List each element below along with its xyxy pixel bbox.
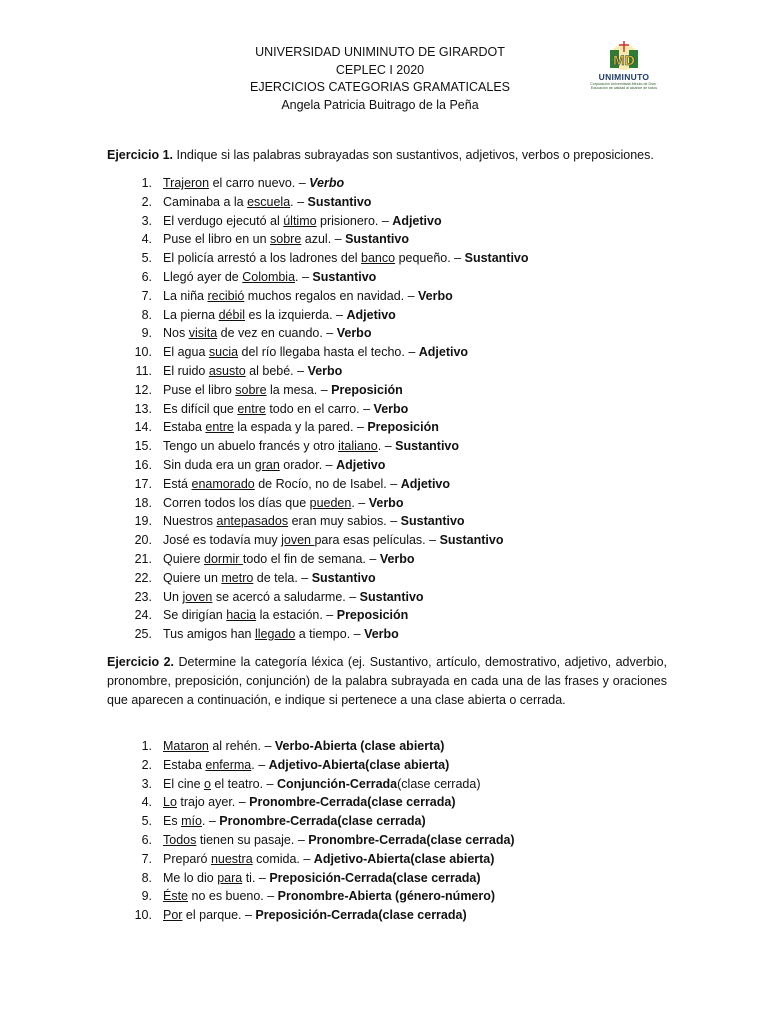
item-gap xyxy=(152,212,163,231)
item-text-before: Puse el libro en un xyxy=(163,232,271,247)
item-text xyxy=(163,343,468,362)
item-text-before: Preparó xyxy=(163,851,211,866)
item-number: 13. xyxy=(134,401,152,416)
item-number: 15. xyxy=(134,439,152,454)
item-answer: Preposición-Cerrada(clase cerrada) xyxy=(255,908,467,923)
item-gap xyxy=(152,475,163,494)
item-number: 1. xyxy=(141,739,152,753)
underlined-word: italiano xyxy=(338,439,378,454)
item-text xyxy=(163,606,408,625)
item-text-before: La niña xyxy=(163,288,208,303)
item-text-before: Se dirigían xyxy=(163,608,227,623)
item-answer: Verbo xyxy=(336,326,372,341)
list-item xyxy=(107,362,667,381)
list-item xyxy=(107,418,667,437)
item-number: 16. xyxy=(134,457,152,472)
item-gap xyxy=(152,775,163,794)
item-text-before: El policía arrestó a los ladrones del xyxy=(163,251,362,266)
list-item xyxy=(107,306,667,325)
item-text xyxy=(163,268,376,287)
item-text-after: al rehén. – xyxy=(208,739,275,753)
item-gap xyxy=(152,193,163,212)
list-item xyxy=(107,249,667,268)
item-number: 10. xyxy=(134,908,152,923)
item-number: 9. xyxy=(141,889,152,904)
item-gap xyxy=(152,737,163,756)
item-text xyxy=(163,381,403,400)
item-text-before: El ruido xyxy=(163,363,209,378)
item-gap xyxy=(152,456,163,475)
item-text xyxy=(163,588,424,607)
item-text xyxy=(163,400,408,419)
list-item xyxy=(107,887,667,906)
item-number: 6. xyxy=(141,832,152,847)
item-text-before: Me lo dio xyxy=(163,870,218,885)
item-text-after: la espada y la pared. – xyxy=(233,420,368,435)
item-text xyxy=(163,174,344,193)
underlined-word: Éste xyxy=(163,889,189,904)
item-text xyxy=(163,887,495,906)
item-text-after: se acercó a saludarme. – xyxy=(212,589,360,604)
item-text xyxy=(163,437,459,456)
item-text-before: Quiere un xyxy=(163,570,222,585)
item-gap xyxy=(152,831,163,850)
item-answer: Verbo xyxy=(418,288,453,303)
item-text-before: Sin duda era un xyxy=(163,457,255,472)
underlined-word: nuestra xyxy=(210,851,253,866)
underlined-word: escuela xyxy=(247,194,291,209)
item-answer: Verbo xyxy=(364,627,399,642)
underlined-word: entre xyxy=(237,401,266,416)
item-text-before: Es difícil que xyxy=(163,401,238,416)
item-gap xyxy=(152,588,163,607)
item-gap xyxy=(152,793,163,812)
item-text-after: todo el fin de semana. – xyxy=(242,551,380,566)
item-answer: Sustantivo xyxy=(359,589,424,604)
item-text xyxy=(163,531,503,550)
list-item xyxy=(107,437,667,456)
item-number: 11. xyxy=(135,363,152,378)
item-gap xyxy=(152,343,163,362)
exercise2-list xyxy=(107,737,667,925)
course-name: CEPLEC I 2020 xyxy=(335,62,425,77)
list-item xyxy=(107,831,667,850)
item-answer: Verbo xyxy=(307,363,343,378)
item-text-before: Un xyxy=(163,589,183,604)
item-answer: Pronombre-Cerrada(clase cerrada) xyxy=(219,814,426,829)
item-text-before: El agua xyxy=(163,345,209,360)
item-answer-extra: (clase cerrada) xyxy=(397,776,481,791)
exercise2-heading xyxy=(107,653,667,709)
item-text-after: ti. – xyxy=(242,870,270,885)
item-gap xyxy=(152,306,163,325)
underlined-word: entre xyxy=(205,420,234,435)
exercise2-instruction: Determine la categoría léxica (ej. Sustantivo, artículo, demostrativo, adjetivo, adverbio, pronombre, preposición, conjunción) de la palabra subrayada en cada una de las frases y oraciones que aparecen a continuación, e indique si pertenece a una clase abierta o cerrada. xyxy=(107,655,668,707)
item-text xyxy=(163,249,529,268)
item-number: 14. xyxy=(134,420,152,435)
list-item xyxy=(107,400,667,419)
item-text-after: el carro nuevo. – xyxy=(209,176,310,190)
item-gap xyxy=(152,812,163,831)
item-text-after: comida. – xyxy=(252,851,314,866)
item-text xyxy=(163,287,453,306)
item-answer: Verbo xyxy=(379,551,415,566)
item-text xyxy=(163,193,371,212)
item-answer: Adjetivo xyxy=(336,457,386,472)
item-text-before: Llegó ayer de xyxy=(163,269,243,284)
item-number: 8. xyxy=(141,870,152,885)
underlined-word: Trajeron xyxy=(163,176,210,190)
item-answer: Sustantivo xyxy=(464,251,529,266)
underlined-word: sobre xyxy=(235,382,267,397)
item-text-before: Está xyxy=(163,476,192,491)
item-answer: Adjetivo xyxy=(400,476,450,491)
item-number: 2. xyxy=(141,194,152,209)
item-gap xyxy=(152,550,163,569)
item-text-before: Tengo un abuelo francés y otro xyxy=(163,439,339,454)
item-text-before: El verdugo ejecutó al xyxy=(163,213,284,228)
item-text xyxy=(163,475,450,494)
underlined-word: Mataron xyxy=(163,739,209,753)
item-gap xyxy=(152,400,163,419)
item-gap xyxy=(152,906,163,925)
item-answer: Preposición xyxy=(336,608,409,623)
list-item xyxy=(107,475,667,494)
item-text xyxy=(163,418,439,437)
item-number: 23. xyxy=(134,589,152,604)
item-gap xyxy=(152,756,163,775)
underlined-word: sucia xyxy=(208,345,239,360)
list-item xyxy=(107,287,667,306)
underlined-word: recibió xyxy=(207,288,245,303)
item-gap xyxy=(152,230,163,249)
item-text-before: Tus amigos han xyxy=(163,627,255,642)
item-gap xyxy=(152,869,163,888)
underlined-word: Todos xyxy=(163,832,197,847)
uniminuto-logo xyxy=(588,40,660,100)
exercise1-label: Ejercicio 1. xyxy=(107,148,174,162)
logo-initials: MD xyxy=(613,52,635,68)
item-text-after: la estación. – xyxy=(256,608,337,623)
underlined-word: o xyxy=(204,776,211,791)
list-item xyxy=(107,606,667,625)
underlined-word: visita xyxy=(188,326,218,341)
item-text-after: el parque. – xyxy=(182,908,256,923)
item-text xyxy=(163,324,371,343)
item-number: 5. xyxy=(141,814,152,829)
item-gap xyxy=(152,512,163,531)
item-text xyxy=(163,775,481,794)
exercise1-list xyxy=(107,174,667,644)
list-item xyxy=(107,588,667,607)
item-answer: Adjetivo-Abierta(clase abierta) xyxy=(313,851,495,866)
item-text xyxy=(163,456,385,475)
item-answer: Verbo xyxy=(368,495,404,510)
list-item xyxy=(107,569,667,588)
item-gap xyxy=(152,362,163,381)
underlined-word: Lo xyxy=(163,795,177,810)
logo-subtext: Corporación Universitaria Minuto de Dios · Educación de calidad al alcance de todos xyxy=(590,82,658,91)
author-name: Angela Patricia Buitrago de la Peña xyxy=(281,97,479,112)
item-text xyxy=(163,793,456,812)
item-text-after: pequeño. – xyxy=(395,251,465,266)
item-text-after: orador. – xyxy=(279,457,337,472)
underlined-word: joven xyxy=(182,589,213,604)
item-text xyxy=(163,850,494,869)
item-number: 1. xyxy=(141,176,152,190)
underlined-word: antepasados xyxy=(216,514,289,529)
document-header xyxy=(180,44,580,114)
item-answer: Preposición xyxy=(331,382,403,397)
item-gap xyxy=(152,437,163,456)
item-gap xyxy=(152,494,163,513)
item-text-after: trajo ayer. – xyxy=(176,795,250,810)
list-item xyxy=(107,625,667,644)
item-text-after: tienen su pasaje. – xyxy=(196,832,309,847)
list-item xyxy=(107,550,667,569)
item-text xyxy=(163,212,442,231)
item-answer: Verbo xyxy=(309,176,345,190)
list-item xyxy=(107,212,667,231)
list-item xyxy=(107,793,667,812)
item-gap xyxy=(152,381,163,400)
item-gap xyxy=(152,887,163,906)
item-number: 24. xyxy=(134,608,152,623)
list-item xyxy=(107,343,667,362)
item-text-after: es la izquierda. – xyxy=(245,307,347,322)
item-text xyxy=(163,906,467,925)
exercise1-heading xyxy=(107,146,667,165)
item-text-after: a tiempo. – xyxy=(295,627,365,642)
item-number: 6. xyxy=(141,269,152,284)
item-text-before: Caminaba a la xyxy=(163,194,248,209)
item-text xyxy=(163,812,426,831)
underlined-word: asusto xyxy=(208,363,246,378)
item-text xyxy=(163,625,399,644)
item-number: 17. xyxy=(134,476,152,491)
item-number: 9. xyxy=(141,326,152,341)
list-item xyxy=(107,737,667,756)
list-item xyxy=(107,906,667,925)
item-text-before: Quiere xyxy=(163,551,204,566)
list-item xyxy=(107,324,667,343)
item-number: 8. xyxy=(141,307,152,322)
list-item xyxy=(107,775,667,794)
item-number: 7. xyxy=(141,851,152,866)
item-text xyxy=(163,512,465,531)
item-number: 22. xyxy=(134,570,152,585)
logo-emblem-icon xyxy=(588,40,660,74)
item-text-after: todo en el carro. – xyxy=(265,401,374,416)
item-text-before: Puse el libro xyxy=(163,382,236,397)
item-answer: Sustantivo xyxy=(395,439,460,454)
item-text-after: . – xyxy=(201,814,220,829)
item-number: 25. xyxy=(134,627,152,642)
underlined-word: enamorado xyxy=(191,476,255,491)
item-gap xyxy=(152,625,163,644)
underlined-word: Por xyxy=(163,908,183,923)
item-text-after: . – xyxy=(290,194,308,209)
underlined-word: último xyxy=(283,213,317,228)
item-text-after: no es bueno. – xyxy=(188,889,278,904)
item-text-after: al bebé. – xyxy=(245,363,308,378)
item-text-after: la mesa. – xyxy=(266,382,332,397)
item-number: 12. xyxy=(134,382,152,397)
list-item xyxy=(107,174,667,193)
item-number: 3. xyxy=(141,213,152,228)
university-name: UNIVERSIDAD UNIMINUTO DE GIRARDOT xyxy=(255,45,505,59)
item-text-before: Corren todos los días que xyxy=(163,495,310,510)
item-number: 7. xyxy=(141,288,152,303)
list-item xyxy=(107,381,667,400)
item-number: 4. xyxy=(141,795,152,810)
item-text xyxy=(163,756,449,775)
item-text xyxy=(163,306,396,325)
list-item xyxy=(107,494,667,513)
underlined-word: dormir xyxy=(204,551,243,566)
item-text-after: . – xyxy=(295,269,313,284)
list-item xyxy=(107,850,667,869)
item-answer: Preposición xyxy=(367,420,439,435)
item-answer: Sustantivo xyxy=(439,533,504,548)
item-text-before: José es todavía muy xyxy=(163,533,282,548)
item-answer: Adjetivo xyxy=(418,345,469,360)
underlined-word: hacia xyxy=(226,608,257,623)
item-answer: Sustantivo xyxy=(400,514,465,529)
underlined-word: gran xyxy=(254,457,280,472)
item-text-after: muchos regalos en navidad. – xyxy=(244,288,419,303)
exercise1-instruction: Indique si las palabras subrayadas son sustantivos, adjetivos, verbos o preposiciones. xyxy=(173,148,654,162)
underlined-word: débil xyxy=(218,307,246,322)
exercise2-label: Ejercicio 2. xyxy=(107,655,175,669)
underlined-word: enferma xyxy=(205,757,252,772)
item-number: 18. xyxy=(134,495,152,510)
list-item xyxy=(107,193,667,212)
item-answer: Conjunción-Cerrada xyxy=(276,776,398,791)
underlined-word: Colombia xyxy=(242,269,296,284)
item-number: 4. xyxy=(141,232,152,247)
item-text-after: azul. – xyxy=(301,232,346,247)
item-gap xyxy=(152,606,163,625)
underlined-word: metro xyxy=(221,570,254,585)
item-answer: Verbo-Abierta (clase abierta) xyxy=(274,739,445,753)
item-answer: Sustantivo xyxy=(311,570,376,585)
item-answer: Verbo xyxy=(373,401,409,416)
logo-wordmark: UNIMINUTO xyxy=(598,72,650,82)
item-text-before: Nos xyxy=(163,326,189,341)
item-text-after: eran muy sabios. – xyxy=(288,514,401,529)
item-gap xyxy=(152,174,163,193)
item-text xyxy=(163,230,409,249)
underlined-word: llegado xyxy=(254,627,296,642)
item-answer: Sustantivo xyxy=(345,232,409,247)
topic-title: EJERCICIOS CATEGORIAS GRAMATICALES xyxy=(250,80,510,94)
item-text-after: de tela. – xyxy=(253,570,312,585)
item-text-after: de Rocío, no de Isabel. – xyxy=(254,476,401,491)
item-text xyxy=(163,831,515,850)
item-gap xyxy=(152,418,163,437)
list-item xyxy=(107,812,667,831)
item-text-before: Estaba xyxy=(163,420,206,435)
item-text xyxy=(163,550,415,569)
item-text-before: La pierna xyxy=(163,307,219,322)
underlined-word: para xyxy=(217,870,243,885)
item-text-before: Nuestros xyxy=(163,514,217,529)
item-text-after: prisionero. – xyxy=(316,213,393,228)
item-gap xyxy=(152,268,163,287)
underlined-word: mío xyxy=(181,814,202,829)
underlined-word: joven xyxy=(281,533,315,548)
list-item xyxy=(107,756,667,775)
item-text xyxy=(163,869,481,888)
list-item xyxy=(107,531,667,550)
item-text xyxy=(163,569,376,588)
item-text-before: Estaba xyxy=(163,757,206,772)
item-text-after: . – xyxy=(251,757,269,772)
list-item xyxy=(107,869,667,888)
item-gap xyxy=(152,569,163,588)
item-answer: Adjetivo xyxy=(346,307,396,322)
item-answer: Sustantivo xyxy=(307,194,372,209)
underlined-word: sobre xyxy=(270,232,302,247)
item-answer: Preposición-Cerrada(clase cerrada) xyxy=(269,870,481,885)
item-text-after: para esas películas. – xyxy=(314,533,440,548)
item-gap xyxy=(152,850,163,869)
item-text xyxy=(163,494,403,513)
item-text xyxy=(163,737,444,756)
item-number: 3. xyxy=(141,776,152,791)
item-number: 21. xyxy=(134,551,152,566)
list-item xyxy=(107,230,667,249)
item-answer: Adjetivo xyxy=(392,213,442,228)
item-number: 5. xyxy=(141,251,152,266)
item-answer: Pronombre-Abierta (género-número) xyxy=(277,889,496,904)
item-text-before: El cine xyxy=(163,776,204,791)
item-gap xyxy=(152,531,163,550)
item-number: 2. xyxy=(141,757,152,772)
item-text-after: del río llegaba hasta el techo. – xyxy=(238,345,419,360)
item-answer: Pronombre-Cerrada(clase cerrada) xyxy=(308,832,515,847)
item-number: 19. xyxy=(134,514,152,529)
list-item xyxy=(107,268,667,287)
underlined-word: banco xyxy=(361,251,396,266)
item-gap xyxy=(152,249,163,268)
item-text-after: . – xyxy=(377,439,396,454)
list-item xyxy=(107,456,667,475)
item-text xyxy=(163,362,342,381)
item-answer: Pronombre-Cerrada(clase cerrada) xyxy=(249,795,456,810)
item-answer: Adjetivo-Abierta(clase abierta) xyxy=(268,757,450,772)
item-text-before: Es xyxy=(163,814,182,829)
item-text-after: de vez en cuando. – xyxy=(217,326,337,341)
item-gap xyxy=(152,287,163,306)
list-item xyxy=(107,512,667,531)
item-number: 20. xyxy=(134,533,152,548)
item-text-after: . – xyxy=(351,495,369,510)
item-number: 10. xyxy=(134,345,152,360)
underlined-word: pueden xyxy=(309,495,352,510)
item-gap xyxy=(152,324,163,343)
item-answer: Sustantivo xyxy=(312,269,377,284)
item-text-after: el teatro. – xyxy=(210,776,277,791)
